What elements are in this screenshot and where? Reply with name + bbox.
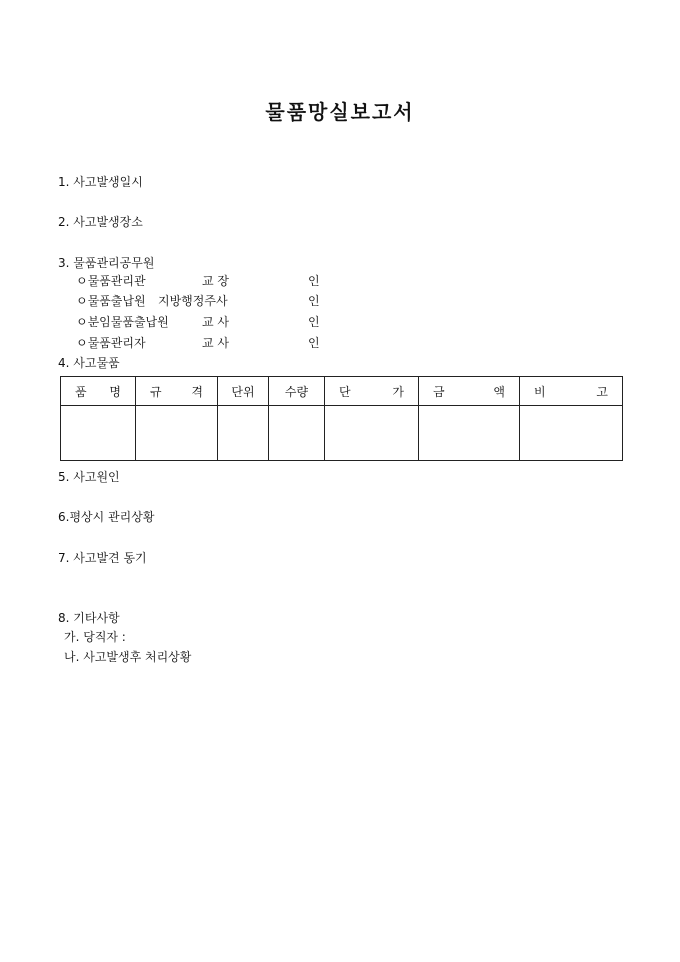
official-role: ㅇ물품출납원 bbox=[76, 294, 146, 308]
table-cell[interactable] bbox=[269, 406, 325, 461]
table-cell[interactable] bbox=[136, 406, 218, 461]
section-other-matters: 8. 기타사항 bbox=[58, 611, 120, 625]
header-quantity: 수량 bbox=[269, 377, 325, 406]
official-position: 교 사 bbox=[202, 336, 229, 350]
official-position: 교 장 bbox=[202, 274, 229, 288]
header-unit: 단위 bbox=[218, 377, 269, 406]
other-duty-officer: 가. 당직자 : bbox=[64, 630, 126, 644]
official-position: 교 사 bbox=[202, 315, 229, 329]
header-item-name: 품 명 bbox=[61, 377, 136, 406]
official-role: ㅇ물품관리관 bbox=[76, 274, 146, 288]
section-accident-location: 2. 사고발생장소 bbox=[58, 215, 143, 229]
table-header-row bbox=[61, 377, 623, 406]
section-accident-cause: 5. 사고원인 bbox=[58, 470, 120, 484]
header-remarks: 비 고 bbox=[520, 377, 623, 406]
official-row bbox=[76, 314, 336, 330]
table-cell[interactable] bbox=[61, 406, 136, 461]
section-accident-items: 4. 사고물품 bbox=[58, 356, 120, 370]
official-row bbox=[76, 335, 336, 351]
header-spec: 규 격 bbox=[136, 377, 218, 406]
section-property-officials: 3. 물품관리공무원 bbox=[58, 256, 155, 270]
official-seal: 인 bbox=[308, 274, 320, 288]
official-position: 지방행정주사 bbox=[158, 294, 228, 308]
section-discovery-motive: 7. 사고발견 동기 bbox=[58, 551, 147, 565]
official-row bbox=[76, 273, 336, 289]
official-seal: 인 bbox=[308, 315, 320, 329]
official-seal: 인 bbox=[308, 336, 320, 350]
table-cell[interactable] bbox=[325, 406, 419, 461]
other-post-accident-handling: 나. 사고발생후 처리상황 bbox=[64, 650, 192, 664]
section-accident-datetime: 1. 사고발생일시 bbox=[58, 175, 143, 189]
table-cell[interactable] bbox=[520, 406, 623, 461]
official-seal: 인 bbox=[308, 294, 320, 308]
header-amount: 금 액 bbox=[419, 377, 520, 406]
section-usual-management: 6.평상시 관리상황 bbox=[58, 510, 155, 524]
document-title: 물품망실보고서 bbox=[265, 100, 415, 124]
table-cell[interactable] bbox=[218, 406, 269, 461]
official-row bbox=[76, 293, 336, 309]
table-cell[interactable] bbox=[419, 406, 520, 461]
official-role: ㅇ분임물품출납원 bbox=[76, 315, 169, 329]
header-unit-price: 단 가 bbox=[325, 377, 419, 406]
accident-items-table bbox=[60, 376, 623, 461]
table-row bbox=[61, 406, 623, 461]
official-role: ㅇ물품관리자 bbox=[76, 336, 146, 350]
